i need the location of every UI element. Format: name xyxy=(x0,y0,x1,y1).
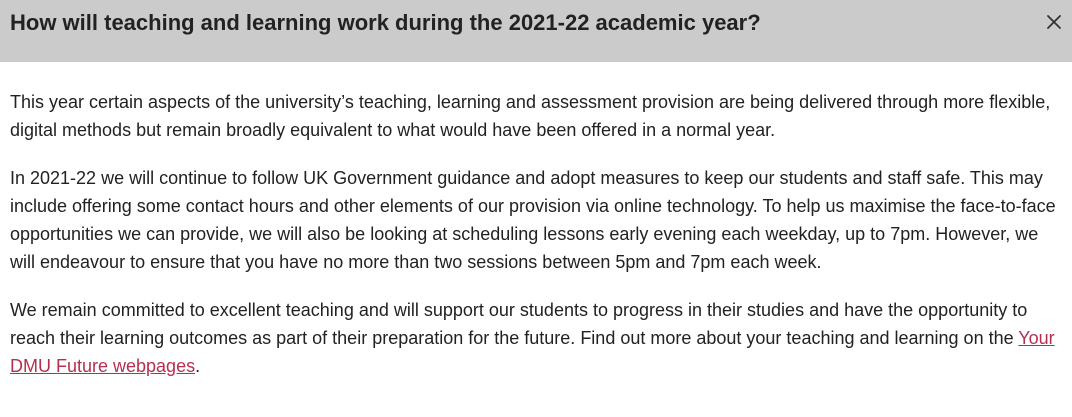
modal-header xyxy=(0,0,1072,62)
dmu-future-link[interactable]: Your DMU Future webpages xyxy=(10,328,1055,376)
paragraph-commitment xyxy=(10,296,1062,380)
paragraph-flexible-delivery: This year certain aspects of the university’s teaching, learning and assessment provision are being delivered through more flexible, digital methods but remain broadly equivalent to what would have been offered in a normal year. xyxy=(10,92,1051,140)
modal-title: How will teaching and learning work during the 2021-22 academic year? xyxy=(10,10,761,35)
close-button[interactable] xyxy=(1042,10,1066,34)
close-icon xyxy=(1042,10,1066,34)
paragraph-government-guidance: In 2021-22 we will continue to follow UK Government guidance and adopt measures to keep our students and staff safe. This may include offering some contact hours and other elements of our provision via online technology. To help us maximise the face-to-face opportunities we can provide, we will also be looking at scheduling lessons early evening each weekday, up to 7pm. However, we will endeavour to ensure that you have no more than two sessions between 5pm and 7pm each week. xyxy=(10,168,1056,272)
link-suffix: . xyxy=(195,356,201,376)
paragraph-commitment-text: We remain committed to excellent teaching and will support our students to progress in their studies and have the opportunity to reach their learning outcomes as part of their preparation for the future. Find out more about your teaching and learning on the xyxy=(10,300,1028,348)
modal-body xyxy=(0,62,1072,380)
